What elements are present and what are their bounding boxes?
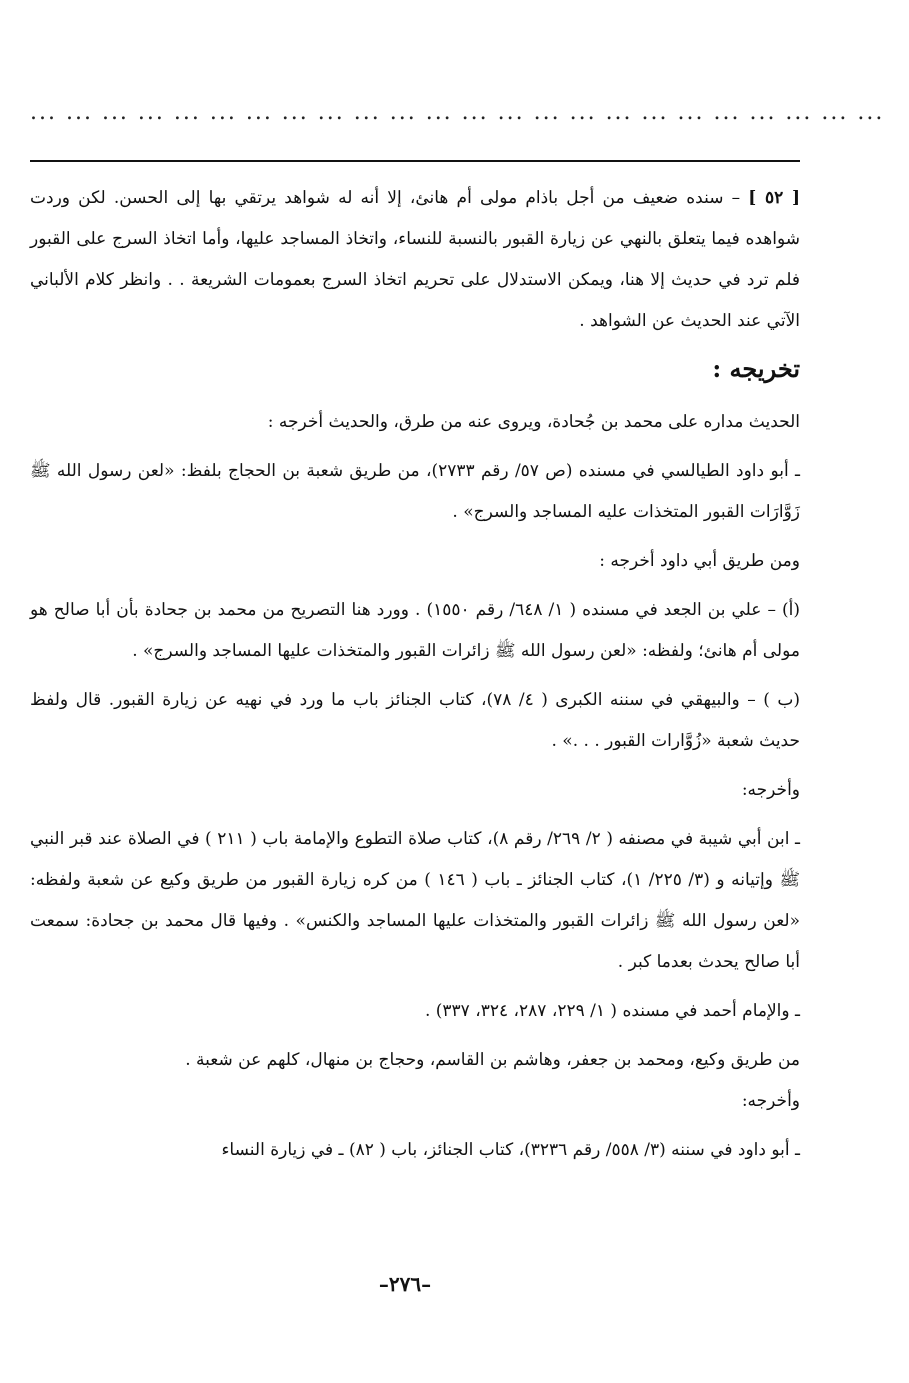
paragraph-tayalisi: ـ أبو داود الطيالسي في مسنده (ص ٥٧/ رقم ٢٧٣٣)، من طريق شعبة بن الحجاج بلفظ: «لعن رسول الله ﷺ زَوَّارَات القبور المتخذات عليه المساجد والسرج» . xyxy=(30,461,800,522)
note-text: – سنده ضعيف من أجل باذام مولى أم هانئ، إلا أنه له شواهد يرتقي بها إلى الحسن. لكن وردت شواهده فيما يتعلق بالنهي عن زيارة القبور بالنسبة للنساء، واتخاذ المساجد عليها، وأما اتخاذ السرج على القبور فلم ترد في حديث إلا هنا، ويمكن الاستدلال على تحريم اتخاذ السرج بعمومات الشريعة . . وانظر كلام الألباني الآتي عند الحديث عن الشواهد . xyxy=(30,188,801,331)
dotted-separator: ... ... ... ... ... ... ... ... ... ... ... ... ... ... ... ... ... ... ... ... ... ... ... ... xyxy=(30,100,885,125)
paragraph-via-abu-dawud: ومن طريق أبي داود أخرجه : xyxy=(599,551,800,571)
paragraph-ibn-abi-shaybah: ـ ابن أبي شيبة في مصنفه ( ٢/ ٢٦٩/ رقم ٨)، كتاب صلاة التطوع والإمامة باب ( ٢١١ ) في الصلاة عند قبر النبي ﷺ وإتيانه و (٣/ ٢٢٥/ ١)، كتاب الجنائز ـ باب ( ١٤٦ ) من كره زيارة القبور من طريق وكيع عن شعبة ولفظه: «لعن رسول الله ﷺ زائرات القبور والمتخذات عليها المساجد والكنس» . وفيها قال محمد بن جحادة: سمعت أبا صالح يحدث بعدما كبر . xyxy=(30,829,800,972)
paragraph-ibn-al-jaad: (أ) – علي بن الجعد في مسنده ( ١/ ٦٤٨/ رقم ١٥٥٠) . وورد هنا التصريح من محمد بن جحادة بأن أبا صالح هو مولى أم هانئ؛ ولفظه: «لعن رسول الله ﷺ زائرات القبور والمتخذات عليها المساجد والسرج» . xyxy=(30,600,801,661)
note-52 xyxy=(30,178,800,342)
page-content xyxy=(30,178,800,1171)
paragraph-abu-dawud-sunan: ـ أبو داود في سننه (٣/ ٥٥٨/ رقم ٣٢٣٦)، كتاب الجنائز، باب ( ٨٢) ـ في زيارة النساء xyxy=(221,1140,800,1160)
paragraph-intro: الحديث مداره على محمد بن جُحادة، ويروى عنه من طرق، والحديث أخرجه : xyxy=(267,412,800,432)
note-number: [ ٥٢ ] xyxy=(748,188,801,208)
paragraph-chains: من طريق وكيع، ومحمد بن جعفر، وهاشم بن القاسم، وحجاج بن منهال، كلهم عن شعبة . xyxy=(185,1050,800,1070)
page-number: –٢٧٦– xyxy=(378,1272,432,1296)
paragraph-bayhaqi: (ب ) – والبيهقي في سننه الكبرى ( ٤/ ٧٨)، كتاب الجنائز باب ما ورد في نهيه عن زيارة القبور. قال ولفظ حديث شعبة «زُوَّارات القبور . . .» . xyxy=(30,690,800,751)
footnote-rule xyxy=(30,160,800,162)
paragraph-ahmad: ـ والإمام أحمد في مسنده ( ١/ ٢٢٩، ٢٨٧، ٣٢٤، ٣٣٧) . xyxy=(424,1001,800,1021)
paragraph-akhrajahu-2: وأخرجه: xyxy=(741,1091,800,1111)
paragraph-akhrajahu-1: وأخرجه: xyxy=(741,780,800,800)
section-heading: تخريجه : xyxy=(712,354,800,383)
